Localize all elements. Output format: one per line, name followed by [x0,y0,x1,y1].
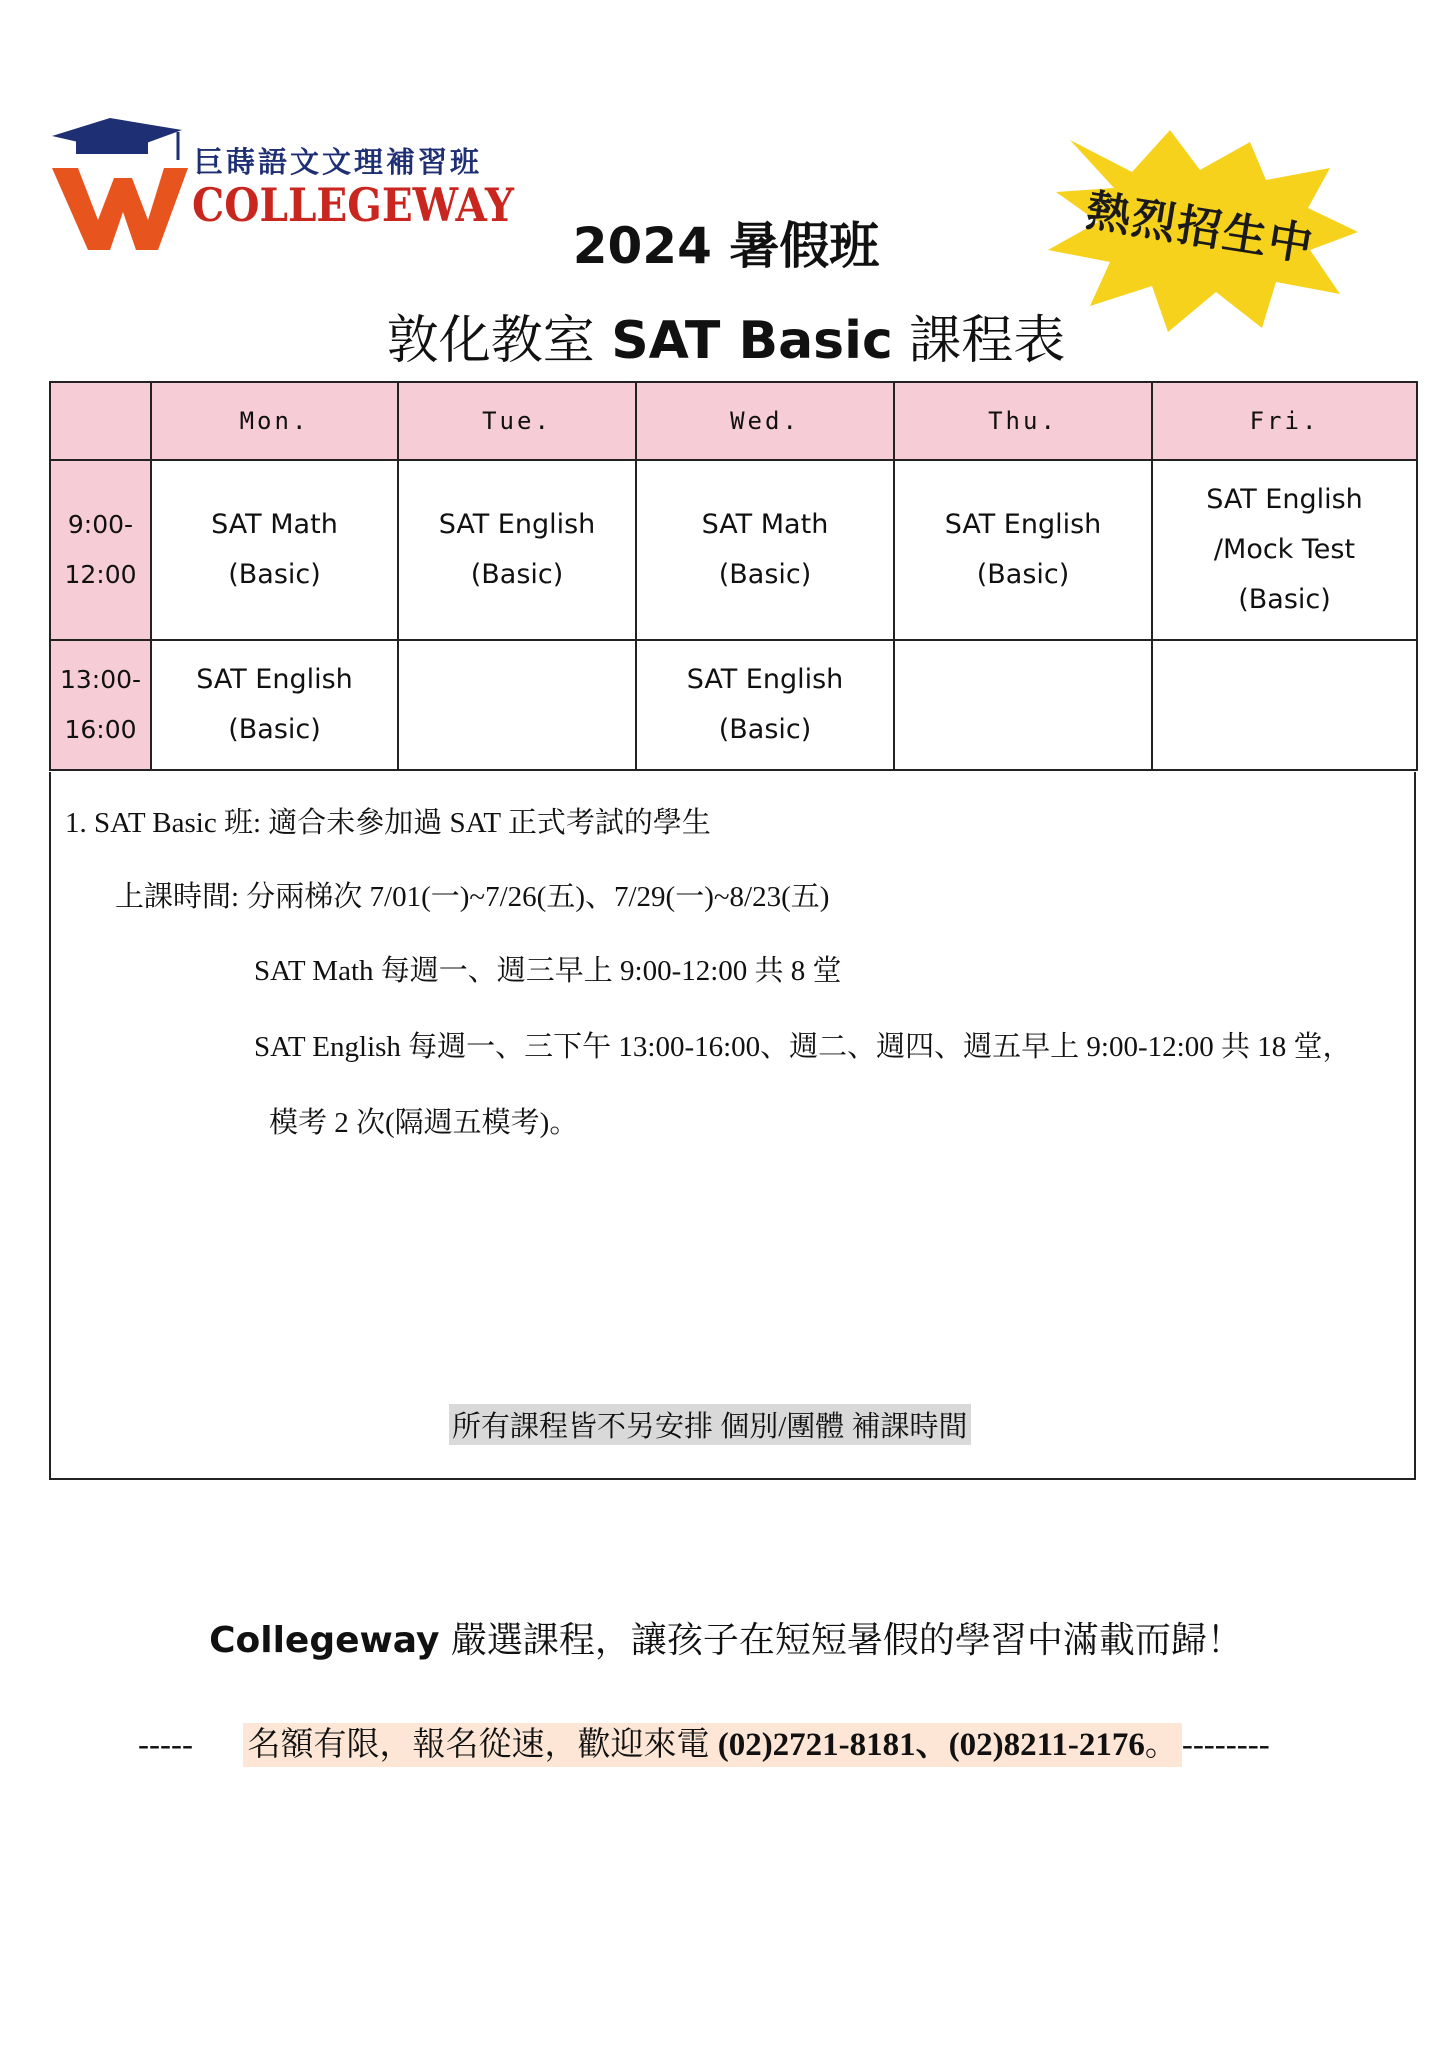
english-schedule-text: SAT English 每週一、三下午 13:00-16:00、週二、週四、週五早上 9:00-12:00 共 18 堂， [254,1031,1352,1063]
empty-cell [1152,640,1417,770]
class-cell: SAT English /Mock Test (Basic) [1152,460,1417,640]
course-notes [49,772,1416,1480]
class-cell: SAT English (Basic) [894,460,1152,640]
day-header: Wed. [636,382,894,460]
makeup-notice: 所有課程皆不另安排 個別/團體 補課時間 [449,1404,971,1445]
dash-left: ----- [138,1727,193,1763]
class-time-text: 上課時間: 分兩梯次 7/01(一)~7/26(五)、7/29(一)~8/23(五) [115,881,830,913]
logo-chinese-name: 巨蒔語文文理補習班 [194,145,483,179]
schedule-table [49,381,1418,771]
math-schedule-text: SAT Math 每週一、週三早上 9:00-12:00 共 8 堂 [254,955,842,987]
empty-cell [894,640,1152,770]
schedule-header-row [50,382,1417,460]
note-item-1: 1. SAT Basic 班: 適合未參加過 SAT 正式考試的學生 [65,807,711,839]
logo-english-name: COLLEGEWAY [192,178,514,232]
day-header: Fri. [1152,382,1417,460]
schedule-row-afternoon [50,640,1417,770]
page-subtitle: 敦化教室 SAT Basic 課程表 [386,311,1066,371]
empty-cell [398,640,636,770]
class-cell: SAT English (Basic) [636,640,894,770]
time-slot-cell: 13:00- 16:00 [50,640,151,770]
time-slot-cell: 9:00- 12:00 [50,460,151,640]
day-header: Mon. [151,382,398,460]
badge-text: 熱烈招生中 [1082,185,1318,272]
day-header: Tue. [398,382,636,460]
page-title: 2024 暑假班 [572,217,880,275]
day-header: Thu. [894,382,1152,460]
phone-numbers: (02)2721-8181、(02)8211-2176 [717,1727,1145,1763]
schedule-row-morning [50,460,1417,640]
class-cell: SAT English (Basic) [398,460,636,640]
class-cell: SAT Math (Basic) [636,460,894,640]
contact-line [138,1718,1270,1765]
class-cell: SAT Math (Basic) [151,460,398,640]
dash-right: -------- [1181,1727,1270,1763]
mock-test-text: 模考 2 次(隔週五模考)。 [269,1107,579,1139]
slogan: Collegeway 嚴選課程，讓孩子在短短暑假的學習中滿載而歸！ [209,1620,1243,1661]
contact-highlight: 名額有限，報名從速，歡迎來電 (02)2721-8181、(02)8211-2176。 [243,1723,1181,1767]
class-cell: SAT English (Basic) [151,640,398,770]
corner-cell [50,382,151,460]
